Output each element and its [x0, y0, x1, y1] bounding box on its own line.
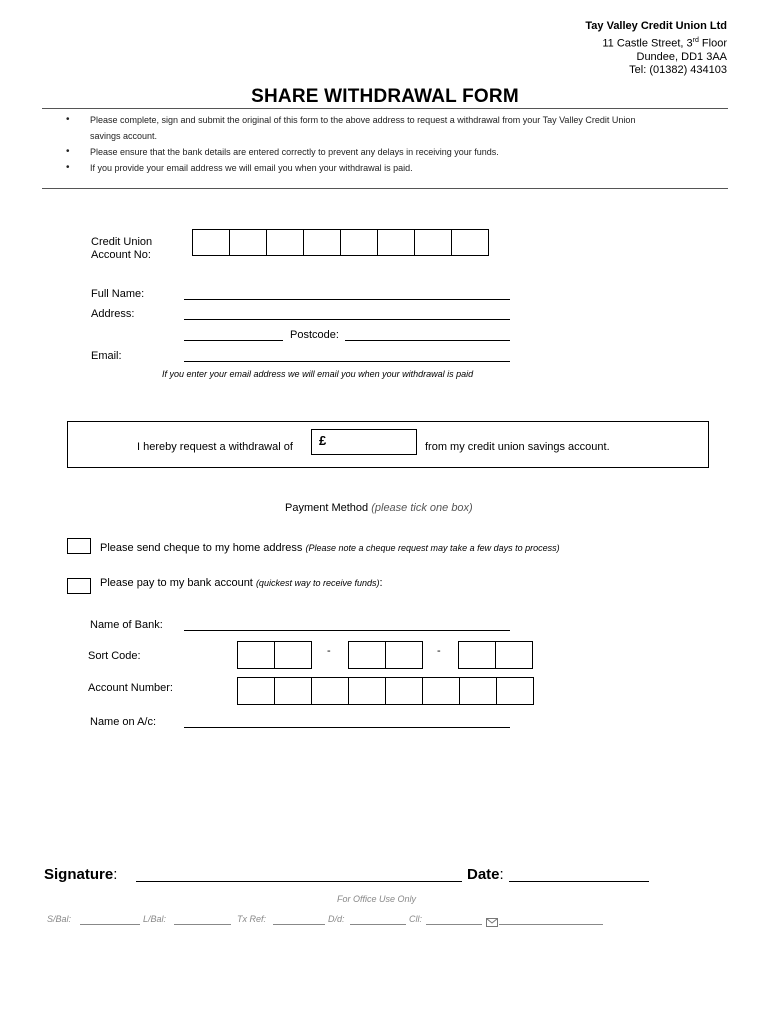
sort-code-group-3[interactable] — [459, 641, 533, 669]
bank-account-digit-box[interactable] — [311, 677, 349, 705]
address-field-line-2[interactable] — [184, 340, 283, 341]
account-digit-box[interactable] — [303, 229, 341, 256]
office-dd: D/d: — [328, 914, 345, 924]
bank-account-number-boxes[interactable] — [238, 677, 534, 705]
date-field[interactable] — [509, 881, 649, 882]
office-cll: Cll: — [409, 914, 422, 924]
full-name-field[interactable] — [184, 299, 510, 300]
account-digit-box[interactable] — [192, 229, 230, 256]
currency-symbol: £ — [319, 433, 327, 448]
name-on-account-field[interactable] — [184, 727, 510, 728]
instruction-item: • Please ensure that the bank details are entered correctly to prevent any delays in receiving your funds. — [66, 144, 731, 160]
org-name: Tay Valley Credit Union Ltd — [585, 20, 727, 32]
instruction-item: • If you provide your email address we will email you when your withdrawal is paid. — [66, 160, 731, 176]
org-address — [585, 20, 727, 78]
account-digit-box[interactable] — [229, 229, 267, 256]
bank-account-digit-box[interactable] — [274, 677, 312, 705]
account-digit-box[interactable] — [266, 229, 304, 256]
withdrawal-request-suffix: from my credit union savings account. — [425, 441, 610, 453]
office-lbal-line — [174, 924, 231, 925]
org-tel: Tel: (01382) 434103 — [629, 64, 727, 77]
bank-account-digit-box[interactable] — [422, 677, 460, 705]
office-txref: Tx Ref: — [237, 914, 267, 924]
envelope-icon — [486, 914, 498, 932]
office-sbal-line — [80, 924, 140, 925]
account-digit-box[interactable] — [414, 229, 452, 256]
instructions — [66, 112, 731, 176]
bank-account-digit-box[interactable] — [348, 677, 386, 705]
email-label: Email: — [91, 350, 122, 362]
form-title: SHARE WITHDRAWAL FORM — [251, 86, 519, 107]
email-field[interactable] — [184, 361, 510, 362]
name-on-account-label: Name on A/c: — [90, 716, 157, 728]
sort-code-group-1[interactable] — [238, 641, 312, 669]
address-label: Address: — [91, 308, 135, 320]
sort-code-digit-box[interactable] — [495, 641, 533, 669]
bank-checkbox[interactable] — [67, 578, 91, 594]
sort-code-digit-box[interactable] — [274, 641, 312, 669]
org-city: Dundee, DD1 3AA — [636, 50, 727, 63]
office-mail-line — [499, 924, 603, 925]
sort-code-separator: - — [327, 645, 331, 657]
sort-code-digit-box[interactable] — [237, 641, 275, 669]
instructions-rule — [42, 188, 728, 189]
postcode-label: Postcode: — [290, 329, 339, 341]
cheque-checkbox[interactable] — [67, 538, 91, 554]
credit-union-account-boxes[interactable] — [193, 229, 489, 256]
office-dd-line — [350, 924, 406, 925]
account-number-bank-label: Account Number: — [88, 682, 173, 694]
account-digit-box[interactable] — [451, 229, 489, 256]
bank-account-digit-box[interactable] — [459, 677, 497, 705]
date-label: Date: — [467, 866, 504, 883]
office-lbal: L/Bal: — [143, 914, 167, 924]
office-use-heading: For Office Use Only — [337, 894, 417, 904]
org-street: 11 Castle Street, 3rd Floor — [602, 36, 727, 50]
sort-code-digit-box[interactable] — [385, 641, 423, 669]
account-digit-box[interactable] — [377, 229, 415, 256]
office-cll-line — [426, 924, 482, 925]
sort-code-group-2[interactable] — [349, 641, 423, 669]
payment-method-heading: Payment Method (please tick one box) — [285, 502, 473, 514]
account-number-label: Credit Union Account No: — [91, 236, 153, 261]
withdrawal-amount-field[interactable] — [311, 429, 417, 455]
sort-code-digit-box[interactable] — [458, 641, 496, 669]
instruction-item-continued: savings account. — [90, 131, 158, 141]
account-digit-box[interactable] — [340, 229, 378, 256]
cheque-option: Please send cheque to my home address (Please note a cheque request may take a few days to process) — [100, 542, 560, 554]
email-note: If you enter your email address we will email you when your withdrawal is paid — [162, 369, 474, 379]
sort-code-label: Sort Code: — [88, 650, 141, 662]
title-rule — [42, 108, 728, 109]
address-field-line-1[interactable] — [184, 319, 510, 320]
sort-code-digit-box[interactable] — [348, 641, 386, 669]
postcode-field[interactable] — [345, 340, 510, 341]
office-txref-line — [273, 924, 325, 925]
bank-name-label: Name of Bank: — [90, 619, 163, 631]
instruction-item: • Please complete, sign and submit the original of this form to the above address to request a withdrawal from your Tay Valley Credit Union — [66, 112, 731, 128]
full-name-label: Full Name: — [91, 288, 145, 300]
bank-option: Please pay to my bank account (quickest way to receive funds): — [100, 577, 383, 589]
bank-name-field[interactable] — [184, 630, 510, 631]
bank-account-digit-box[interactable] — [385, 677, 423, 705]
signature-field[interactable] — [136, 881, 462, 882]
bank-account-digit-box[interactable] — [237, 677, 275, 705]
withdrawal-request-prefix: I hereby request a withdrawal of — [137, 441, 293, 453]
bank-account-digit-box[interactable] — [496, 677, 534, 705]
office-sbal: S/Bal: — [47, 914, 72, 924]
sort-code-separator: - — [437, 645, 441, 657]
signature-label: Signature: — [44, 866, 118, 883]
